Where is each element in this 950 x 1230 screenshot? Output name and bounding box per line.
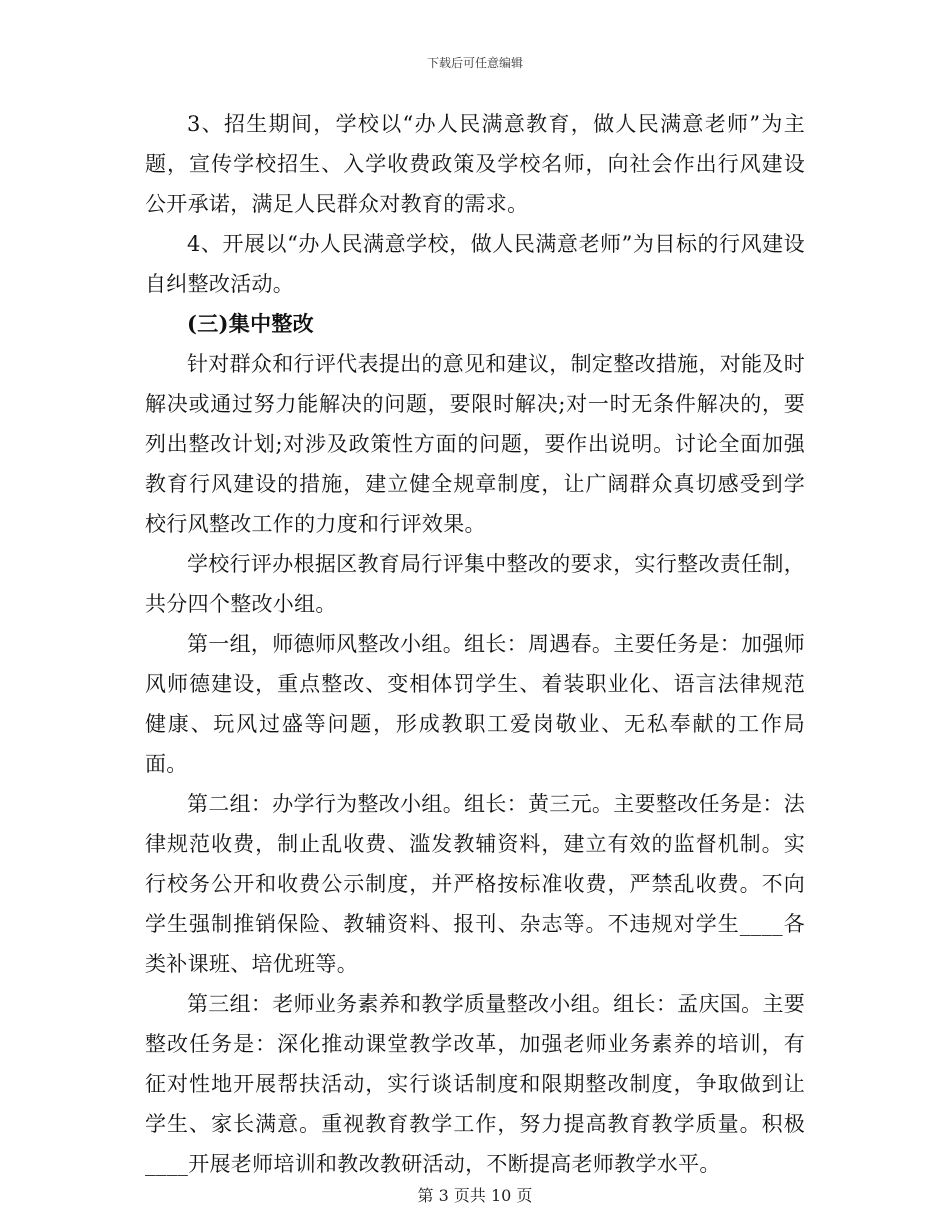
paragraph-group-1: 第一组，师德师风整改小组。组长：周遇春。主要任务是：加强师风师德建设，重点整改、变相体罚学生、着装职业化、语言法律规范健康、玩风过盛等问题，形成教职工爱岗敬业、无私奉献的工作局面。	[145, 632, 805, 776]
section-heading: (三)集中整改	[187, 311, 314, 336]
page-footer: 第 3 页共 10 页	[417, 1186, 533, 1205]
paragraph-group-3: 第三组：老师业务素养和教学质量整改小组。组长：孟庆国。主要整改任务是：深化推动课堂教学改革，加强老师业务素养的培训，有征对性地开展帮扶活动，实行谈话制度和限期整改制度，争取做到让学生、家长满意。重视教育教学工作，努力提高教育教学质量。积极____开展老师培训和教改教研活动，不断提高老师教学水平。	[145, 992, 805, 1176]
paragraph-group-2: 第二组：办学行为整改小组。组长：黄三元。主要整改任务是：法律规范收费，制止乱收费、滥发教辅资料，建立有效的监督机制。实行校务公开和收费公示制度，并严格按标准收费，严禁乱收费。不向学生强制推销保险、教辅资料、报刊、杂志等。不违规对学生____各类补课班、培优班等。	[145, 792, 805, 976]
paragraph-item-3: 3、招生期间，学校以“办人民满意教育，做人民满意老师”为主题，宣传学校招生、入学收费政策及学校名师，向社会作出行风建设公开承诺，满足人民群众对教育的需求。	[145, 112, 805, 216]
page-header: 下载后可任意编辑	[426, 56, 523, 70]
paragraph-item-4: 4、开展以“办人民满意学校，做人民满意老师”为目标的行风建设自纠整改活动。	[145, 232, 805, 296]
paragraph-rectification: 针对群众和行评代表提出的意见和建议，制定整改措施，对能及时解决或通过努力能解决的问题，要限时解决;对一时无条件解决的，要列出整改计划;对涉及政策性方面的问题，要作出说明。讨论全面加强教育行风建设的措施，建立健全规章制度，让广阔群众真切感受到学校行风整改工作的力度和行评效果。	[145, 352, 805, 536]
document-body	[145, 104, 805, 1184]
paragraph-groups-intro: 学校行评办根据区教育局行评集中整改的要求，实行整改责任制，共分四个整改小组。	[145, 552, 805, 616]
